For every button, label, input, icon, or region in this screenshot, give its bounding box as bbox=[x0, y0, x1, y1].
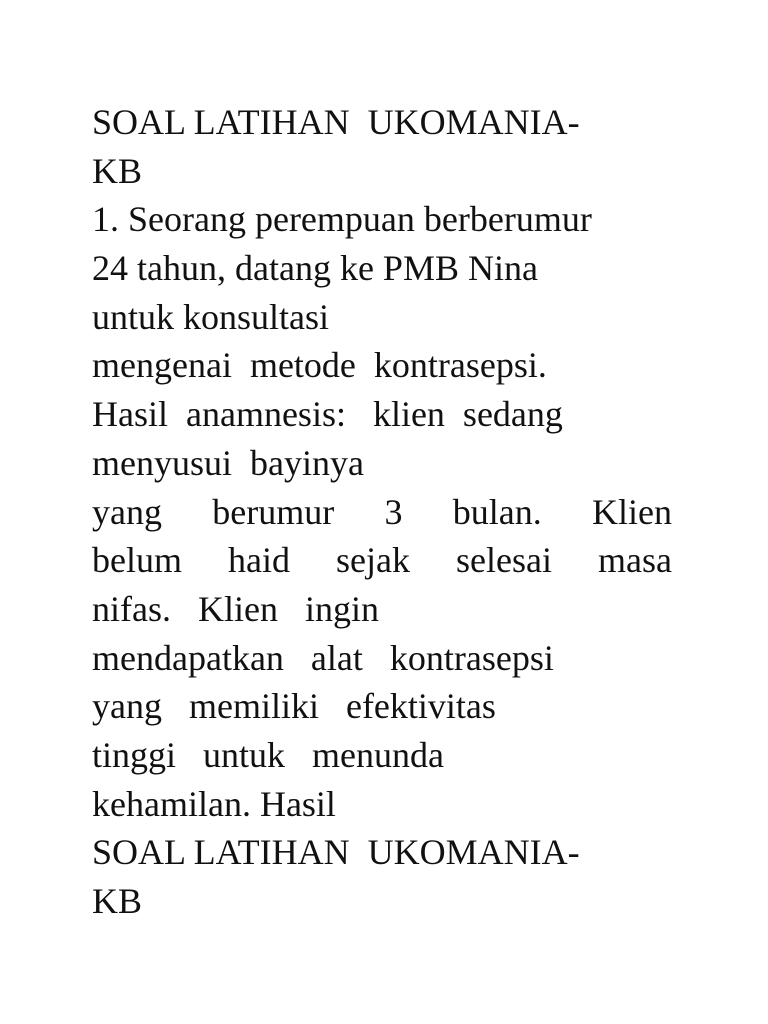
text-line: Hasil anamnesis: klien sedang bbox=[92, 394, 563, 435]
text-line: belum haid sejak selesai masa bbox=[92, 540, 672, 581]
text-line: KB bbox=[92, 150, 143, 191]
text-line: SOAL LATIHAN UKOMANIA- bbox=[92, 832, 580, 873]
text-line: yang berumur 3 bulan. Klien bbox=[92, 491, 672, 532]
text-line: SOAL LATIHAN UKOMANIA- bbox=[92, 102, 580, 142]
text-line: menyusui bayinya bbox=[92, 442, 364, 483]
text-line: untuk konsultasi bbox=[92, 296, 330, 337]
text-line: 24 tahun, datang ke PMB Nina bbox=[92, 248, 538, 289]
text-line: mengenai metode kontrasepsi. bbox=[92, 345, 547, 386]
text-line: mendapatkan alat kontrasepsi bbox=[92, 637, 554, 678]
text-line: KB bbox=[92, 881, 143, 921]
text-line: kehamilan. Hasil bbox=[92, 783, 336, 824]
text-line: 1. Seorang perempuan berberumur bbox=[92, 199, 592, 240]
text-line: nifas. Klien ingin bbox=[92, 588, 379, 629]
text-line: tinggi untuk menunda bbox=[92, 734, 444, 775]
text-line: yang memiliki efektivitas bbox=[92, 686, 496, 727]
document-text bbox=[92, 98, 672, 926]
